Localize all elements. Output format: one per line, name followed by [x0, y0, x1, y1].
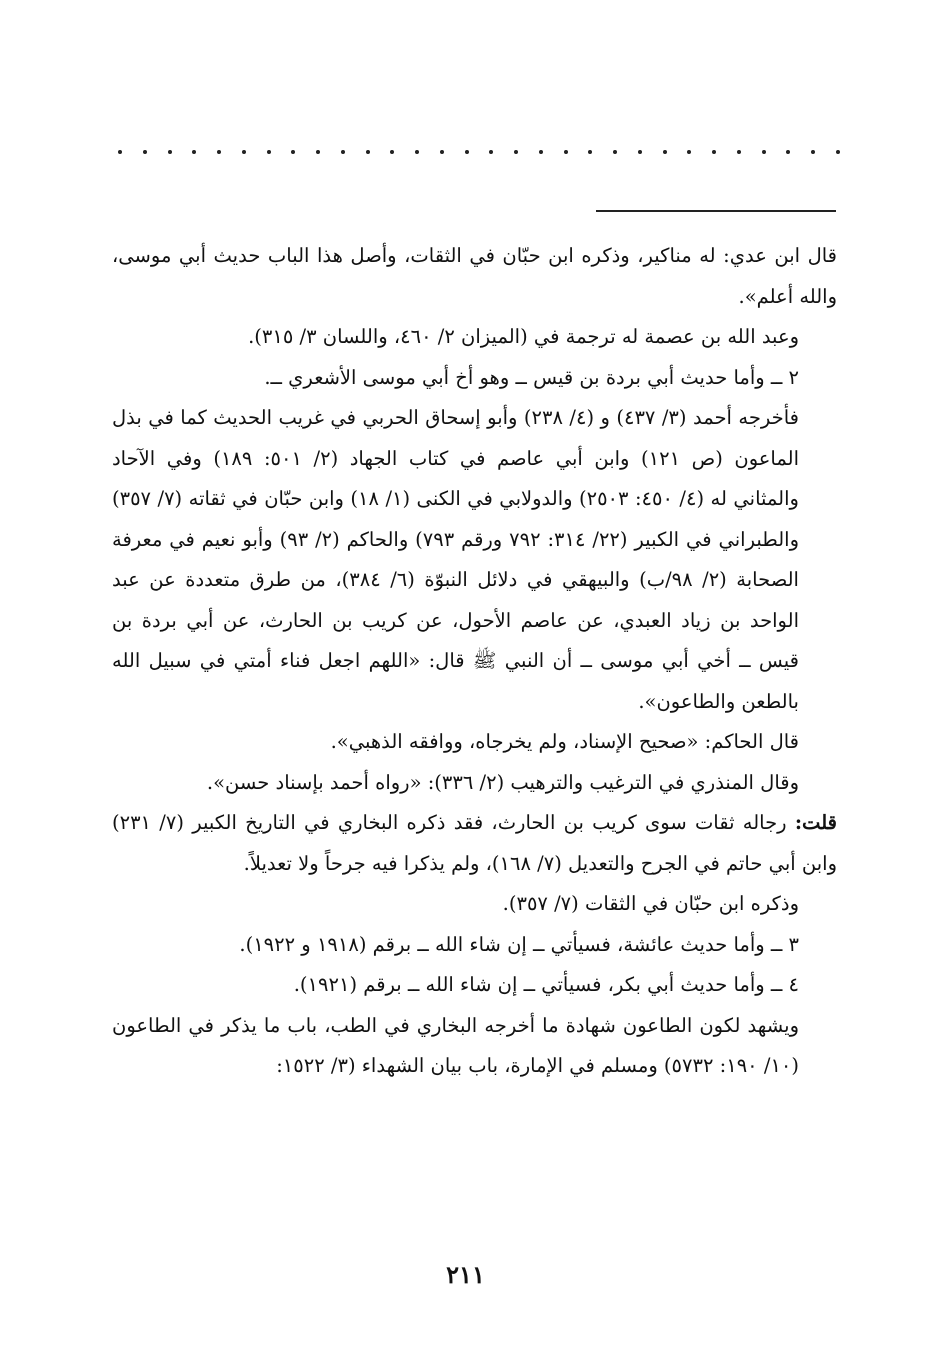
paragraph-5: قال الحاكم: «صحيح الإسناد، ولم يخرجاه، ووافقه الذهبي».: [330, 730, 799, 753]
paragraph-7: قلت: رجاله ثقات سوى كريب بن الحارث، فقد ذكره البخاري في التاريخ الكبير (٧/ ٢٣١) وابن أبي حاتم في الجرح والتعديل (٧/ ١٦٨)، ولم يذكرا فيه جرحاً ولا تعديلاً.: [112, 811, 837, 875]
paragraph-8: وذكره ابن حبّان في الثقات (٧/ ٣٥٧).: [502, 892, 799, 915]
separator-dot: [192, 150, 196, 154]
footnote-rule: [596, 210, 836, 212]
paragraph-1: قال ابن عدي: له مناكير، وذكره ابن حبّان في الثقات، وأصل هذا الباب حديث أبي موسى، والله أعلم».: [112, 244, 837, 308]
separator-dot: [762, 150, 766, 154]
separator-dot: [291, 150, 295, 154]
separator-dot: [539, 150, 543, 154]
separator-dot: [366, 150, 370, 154]
separator-dot: [663, 150, 667, 154]
separator-dot: [737, 150, 741, 154]
separator-dot: [613, 150, 617, 154]
paragraph-lead: قلت:: [794, 811, 837, 834]
separator-dot: [440, 150, 444, 154]
separator-dot: [638, 150, 642, 154]
separator-dot: [712, 150, 716, 154]
separator-dot: [465, 150, 469, 154]
separator-dot: [390, 150, 394, 154]
separator-dot: [341, 150, 345, 154]
separator-dot: [514, 150, 518, 154]
separator-dot: [564, 150, 568, 154]
paragraph-9: ٣ ــ وأما حديث عائشة، فسيأتي ــ إن شاء الله ــ برقم (١٩١٨ و ١٩٢٢).: [239, 932, 799, 956]
separator-dot: [242, 150, 246, 154]
paragraph-2: وعبد الله بن عصمة له ترجمة في (الميزان ٢/ ٤٦٠، واللسان ٣/ ٣١٥).: [248, 325, 799, 348]
separator-dot: [143, 150, 147, 154]
separator-dot: [217, 150, 221, 154]
paragraph-11: ويشهد لكون الطاعون شهادة ما أخرجه البخاري في الطب، باب ما يذكر في الطاعون (١٠/ ١٩٠: ٥٧٣٢) ومسلم في الإمارة، باب بيان الشهداء (٣/ ١٥٢٢:: [112, 1013, 799, 1077]
separator-dot: [836, 150, 840, 154]
paragraph-6: وقال المنذري في الترغيب والترهيب (٢/ ٣٣٦): «رواه أحمد بإسناد حسن».: [206, 770, 799, 794]
separator-dot: [489, 150, 493, 154]
separator-dot: [687, 150, 691, 154]
separator-dot: [316, 150, 320, 154]
paragraph-10: ٤ ــ وأما حديث أبي بكر، فسيأتي ــ إن شاء الله ــ برقم (١٩٢١).: [293, 973, 799, 996]
footnote-text-block: [112, 236, 837, 1087]
paragraph-3: ٢ ــ وأما حديث أبي بردة بن قيس ــ وهو أخ أبي موسى الأشعري ــ.: [264, 365, 799, 389]
paragraph-4: فأخرجه أحمد (٣/ ٤٣٧) و (٤/ ٢٣٨) وأبو إسحاق الحربي في غريب الحديث كما في بذل الماعون (ص ١٢١) وابن أبي عاصم في كتاب الجهاد (٢/ ٥٠١: ١٨٩) وفي الآحاد والمثاني له (٤/ ٤٥٠: ٢٥٠٣) والدولابي في الكنى (١/ ١٨) وابن حبّان في ثقاته (٧/ ٣٥٧) والطبراني في الكبير (٢٢/ ٣١٤: ٧٩٢ ورقم ٧٩٣) والحاكم (٢/ ٩٣) وأبو نعيم في معرفة الصحابة (٢/ ٩٨/ب) والبيهقي في دلائل النبوّة (٦/ ٣٨٤)، من طرق متعددة عن عبد الواحد بن زياد العبدي، عن عاصم الأحول، عن كريب بن الحارث، عن أبي بردة بن قيس ــ أخي أبي موسى ــ أن النبي ﷺ قال: «اللهم اجعل فناء أمتي في سبيل الله بالطعن والطاعون».: [112, 406, 799, 713]
page-number: ٢١١: [446, 1260, 485, 1289]
separator-dot: [118, 150, 122, 154]
separator-dot: [588, 150, 592, 154]
separator-dot: [267, 150, 271, 154]
separator-dot: [786, 150, 790, 154]
separator-dot: [168, 150, 172, 154]
separator-dot: [415, 150, 419, 154]
separator-dotted-line: [118, 150, 840, 154]
separator-dot: [811, 150, 815, 154]
